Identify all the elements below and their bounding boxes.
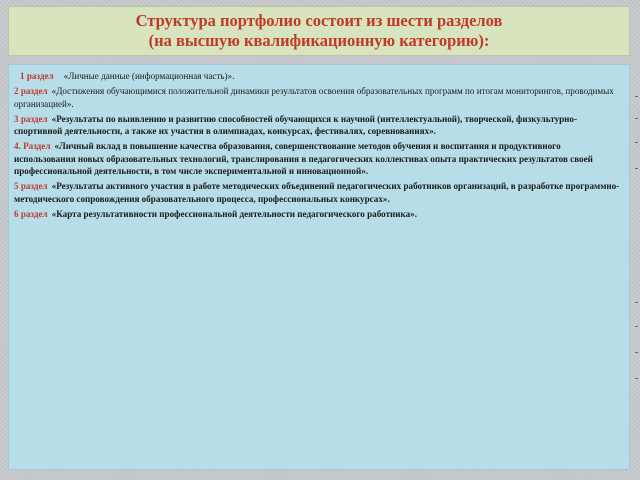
section-label: 1 раздел [20,71,54,81]
section-item-2 [14,85,622,110]
section-text: «Результаты по выявлению и развитию способностей обучающихся к научной (интеллектуальной), творческой, физкультурно-спортивной деятельности, а также их участия в олимпиадах, конкурсах, фестивалях, соревнованиях». [14,113,577,137]
section-item-6 [14,208,622,221]
section-label: 5 раздел [14,181,48,192]
sections-list [8,64,630,470]
section-text: «Карта результативности профессиональной деятельности педагогического работника». [51,208,417,219]
slide-title-box [8,6,630,56]
slide-title-line-2: (на высшую квалификационную категорию): [148,31,490,50]
section-text: «Личные данные (информационная часть)». [63,71,235,81]
section-text: «Личный вклад в повышение качества образования, совершенствование методов обучения и воспитания и продуктивного использования новых образовательных технологий, транслирования в педагогических коллективах опыта практических результатов своей профессиональной деятельности, в том числе экспериментальной и инновационной». [14,141,593,177]
section-label: 4. Раздел [14,141,51,152]
section-label: 3 раздел [14,113,48,124]
section-item-3 [14,113,622,138]
section-item-5 [14,180,622,205]
edge-decoration [634,96,638,386]
section-text: «Достижения обучающимися положительной динамики результатов освоения образовательных программ по итогам мониторингов, проводимых организацией». [14,85,614,109]
section-label: 2 раздел [14,85,48,96]
section-item-4 [14,140,622,178]
section-label: 6 раздел [14,208,48,219]
section-item-1 [14,70,622,83]
slide-title-line-1: Структура портфолио состоит из шести разделов [135,11,503,30]
section-text: «Результаты активного участия в работе методических объединений педагогических работников организаций, в разработке программно-методического сопровождения образовательного процесса, профессиональных конкурсах». [14,181,620,204]
